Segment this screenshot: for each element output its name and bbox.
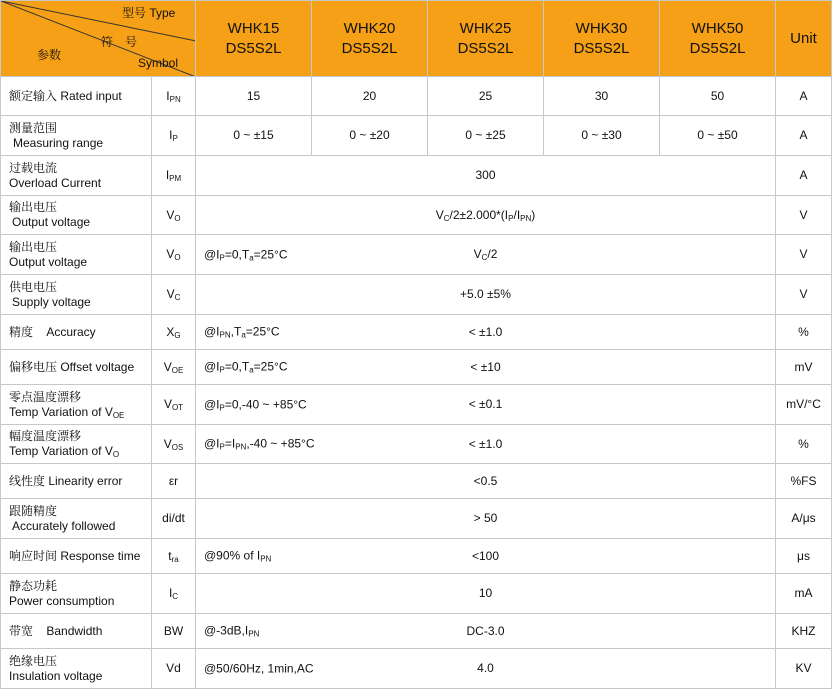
row-rated-input [1, 77, 832, 116]
cond-part: =25°C [245, 324, 280, 339]
condition-text [204, 325, 280, 340]
param-label-cn: 输出电压 [9, 239, 58, 254]
param-label [1, 350, 152, 385]
symbol-cell [152, 116, 196, 156]
symbol-sub: O [174, 213, 181, 223]
param-label-en: Temp Variation of V [9, 404, 113, 419]
unit-cell: mV [776, 350, 832, 385]
param-label-cn: 过载电流 [9, 160, 58, 175]
unit-cell: A [776, 116, 832, 156]
model-header-whk30 [544, 1, 660, 77]
param-label-cn: 供电电压 [9, 279, 58, 294]
param-label-en: Overload Current [9, 175, 102, 190]
param-label-en: Accurately followed [12, 518, 116, 533]
param-label [1, 464, 152, 499]
param-label-text: 偏移电压 Offset voltage [9, 359, 135, 374]
symbol-text: V [163, 397, 172, 411]
value-cell: 30 [544, 77, 660, 116]
model-suffix: DS5S2L [573, 39, 630, 57]
unit-cell: % [776, 315, 832, 350]
param-label-en: Insulation voltage [9, 668, 103, 683]
unit-cell: A/μs [776, 499, 832, 539]
symbol-sub: ra [171, 554, 179, 564]
model-suffix: DS5S2L [225, 39, 282, 57]
symbol-cell [152, 574, 196, 614]
row-output-voltage-zero [1, 235, 832, 275]
value-cell [196, 649, 776, 689]
unit-cell: mA [776, 574, 832, 614]
row-output-voltage [1, 196, 832, 235]
unit-cell: mV/°C [776, 385, 832, 425]
header-symbol-cn: 符 号 [101, 35, 138, 49]
symbol-sub: OT [171, 403, 184, 412]
cond-sub: P [219, 442, 225, 452]
unit-cell: V [776, 196, 832, 235]
symbol-sub: C [174, 293, 181, 302]
model-name: WHK20 [343, 19, 396, 37]
param-label-cn: 输出电压 [9, 200, 58, 214]
header-type-label: 型号 Type [122, 6, 176, 20]
cond-part: =25°C [253, 247, 288, 261]
symbol-sub: G [174, 330, 181, 340]
symbol-text: I [166, 88, 170, 103]
cond-part: =0,T [224, 247, 250, 261]
value-cell: > 50 [196, 499, 776, 539]
symbol-sub: OS [171, 442, 184, 452]
cond-part: =I [224, 436, 236, 451]
unit-cell: A [776, 156, 832, 196]
row-response-time [1, 539, 832, 574]
param-label-cn: 静态功耗 [9, 578, 58, 593]
param-label [1, 499, 152, 539]
param-label-text: 精度 Accuracy [9, 324, 96, 339]
model-name: WHK50 [691, 19, 744, 37]
model-suffix: DS5S2L [341, 39, 398, 57]
formula-part: /2 [487, 247, 498, 261]
param-label-text: 额定输入 Rated input [9, 88, 122, 103]
unit-cell: A [776, 77, 832, 116]
model-name: WHK25 [459, 19, 512, 37]
symbol-cell [152, 156, 196, 196]
value-cell [196, 385, 776, 425]
cond-part: =25°C [253, 359, 288, 374]
value-cell: 300 [196, 156, 776, 196]
param-label-en: Output voltage [9, 254, 88, 269]
row-power-consumption [1, 574, 832, 614]
value-cell: +5.0 ±5% [196, 275, 776, 315]
param-label-cn: 零点温度漂移 [9, 389, 82, 404]
value-text: DC-3.0 [466, 623, 505, 638]
model-suffix: DS5S2L [457, 39, 514, 57]
param-label-en: Output voltage [12, 215, 91, 229]
unit-cell: KV [776, 649, 832, 689]
value-cell: 50 [660, 77, 776, 116]
symbol-text: X [166, 324, 175, 339]
value-cell [196, 196, 776, 235]
value-cell [196, 539, 776, 574]
condition-text [204, 437, 315, 452]
cond-sub: P [219, 403, 225, 412]
formula-sub: PN [520, 213, 532, 223]
symbol-cell [152, 425, 196, 464]
symbol-cell [152, 539, 196, 574]
value-cell [196, 235, 776, 275]
param-label [1, 425, 152, 464]
symbol-sub: PM [169, 174, 182, 183]
symbol-sub: OE [171, 365, 184, 375]
param-label-en: Supply voltage [12, 294, 91, 309]
symbol-cell [152, 350, 196, 385]
condition-text [204, 360, 288, 375]
cond-sub: PN [260, 554, 272, 564]
model-header-whk20 [312, 1, 428, 77]
param-label-cn: 绝缘电压 [9, 653, 58, 668]
condition-text: @50/60Hz, 1min,AC [204, 661, 314, 675]
formula-part: ) [531, 207, 536, 222]
formula-part: V [473, 247, 482, 261]
value-text: < ±10 [470, 359, 501, 374]
param-label [1, 649, 152, 689]
symbol-cell: BW [152, 614, 196, 649]
row-insulation-voltage [1, 649, 832, 689]
cond-part: @I [204, 247, 220, 261]
row-overload-current [1, 156, 832, 196]
value-cell: 20 [312, 77, 428, 116]
header-row [1, 1, 832, 77]
cond-sub: PN [248, 629, 260, 639]
value-text: < ±1.0 [468, 436, 503, 451]
unit-cell: % [776, 425, 832, 464]
formula-part: /I [513, 207, 521, 222]
header-symbol-en: Symbol [138, 56, 179, 70]
param-label [1, 116, 152, 156]
symbol-sub: P [172, 134, 178, 143]
model-header-whk25 [428, 1, 544, 77]
condition-text [204, 624, 259, 639]
condition-text [204, 397, 307, 412]
symbol-sub: PN [169, 94, 181, 104]
model-header-whk50 [660, 1, 776, 77]
symbol-cell [152, 315, 196, 350]
cond-sub: PN [219, 330, 231, 340]
value-cell: 25 [428, 77, 544, 116]
param-label-text: 响应时间 Response time [9, 548, 141, 563]
cond-sub: P [219, 365, 225, 375]
model-name: WHK15 [227, 19, 280, 37]
cond-sub: PN [235, 442, 247, 452]
symbol-text: I [165, 168, 170, 182]
symbol-text: V [163, 359, 172, 374]
condition-text [204, 247, 288, 262]
param-label [1, 77, 152, 116]
param-label [1, 385, 152, 425]
value-cell [196, 425, 776, 464]
symbol-text: V [166, 247, 175, 261]
row-accurately-followed [1, 499, 832, 539]
param-label-cn: 跟随精度 [9, 503, 58, 518]
param-label [1, 275, 152, 315]
cond-part: @90% of I [204, 548, 261, 563]
symbol-text: t [168, 548, 172, 563]
value-cell: <0.5 [196, 464, 776, 499]
cond-part: ,-40 ~ +85°C [246, 436, 315, 451]
param-label-cn: 测量范围 [9, 120, 58, 135]
symbol-cell: εr [152, 464, 196, 499]
symbol-cell: di/dt [152, 499, 196, 539]
symbol-sub: C [172, 592, 179, 601]
param-label-cn: 幅度温度漂移 [9, 429, 82, 443]
model-name: WHK30 [575, 19, 628, 37]
value-text: < ±1.0 [468, 324, 503, 339]
param-label [1, 574, 152, 614]
unit-cell: %FS [776, 464, 832, 499]
formula-part: /2±2.000*(I [449, 207, 509, 222]
formula-sub: P [508, 213, 514, 223]
row-measuring-range [1, 116, 832, 156]
formula-sub: C [481, 253, 488, 262]
cond-sub: a [241, 330, 246, 340]
value-cell: 15 [196, 77, 312, 116]
value-cell: 0 ~ ±50 [660, 116, 776, 156]
symbol-text: V [163, 436, 172, 451]
unit-cell: V [776, 275, 832, 315]
param-label-en: Temp Variation of V [9, 444, 113, 458]
model-suffix: DS5S2L [689, 39, 746, 57]
symbol-cell [152, 385, 196, 425]
cond-sub: a [249, 365, 254, 375]
value-cell: 0 ~ ±30 [544, 116, 660, 156]
row-temp-variation-offset [1, 385, 832, 425]
symbol-sub: O [174, 253, 181, 262]
symbol-text: I [168, 586, 173, 600]
symbol-cell [152, 196, 196, 235]
param-label-en: Power consumption [9, 593, 115, 608]
model-header-whk15 [196, 1, 312, 77]
param-label-text: 带宽 Bandwidth [9, 623, 103, 638]
cond-part: @I [204, 397, 220, 411]
symbol-cell [152, 77, 196, 116]
cond-part: @I [204, 359, 220, 374]
unit-cell: μs [776, 539, 832, 574]
header-corner [1, 1, 196, 77]
cond-part: ,T [230, 324, 242, 339]
param-label-sub: OE [112, 410, 125, 420]
param-label [1, 315, 152, 350]
value-cell [196, 315, 776, 350]
row-temp-variation-output [1, 425, 832, 464]
cond-part: @I [204, 324, 220, 339]
symbol-cell [152, 275, 196, 315]
param-label-text: 线性度 Linearity error [9, 473, 123, 488]
param-label [1, 614, 152, 649]
param-label-en: Measuring range [13, 135, 104, 150]
symbol-text: V [166, 207, 175, 222]
value-cell: 0 ~ ±15 [196, 116, 312, 156]
symbol-text: V [166, 287, 175, 301]
header-param-cn: 参数 [37, 48, 62, 62]
cond-sub: P [219, 253, 225, 262]
cond-part: @-3dB,I [204, 623, 249, 638]
value-text: <100 [471, 548, 500, 563]
formula-part: V [435, 207, 444, 222]
value-cell [196, 614, 776, 649]
param-label [1, 235, 152, 275]
row-offset-voltage [1, 350, 832, 385]
value-cell: 0 ~ ±25 [428, 116, 544, 156]
formula-sub: C [443, 213, 450, 223]
cond-part: =0,-40 ~ +85°C [224, 397, 307, 411]
value-text: 4.0 [477, 661, 494, 675]
unit-cell: V [776, 235, 832, 275]
param-label [1, 156, 152, 196]
param-label [1, 539, 152, 574]
value-cell [196, 350, 776, 385]
cond-sub: a [249, 253, 254, 262]
value-text: < ±0.1 [468, 397, 503, 411]
cond-part: @I [204, 436, 220, 451]
row-bandwidth [1, 614, 832, 649]
param-label-sub: O [112, 450, 120, 459]
symbol-cell: Vd [152, 649, 196, 689]
condition-text [204, 549, 271, 564]
value-cell: 0 ~ ±20 [312, 116, 428, 156]
value-cell: 10 [196, 574, 776, 614]
row-supply-voltage [1, 275, 832, 315]
unit-header: Unit [776, 1, 832, 77]
param-label [1, 196, 152, 235]
symbol-text: I [169, 128, 173, 142]
symbol-cell [152, 235, 196, 275]
unit-cell: KHZ [776, 614, 832, 649]
row-linearity [1, 464, 832, 499]
row-accuracy [1, 315, 832, 350]
cond-part: =0,T [224, 359, 250, 374]
